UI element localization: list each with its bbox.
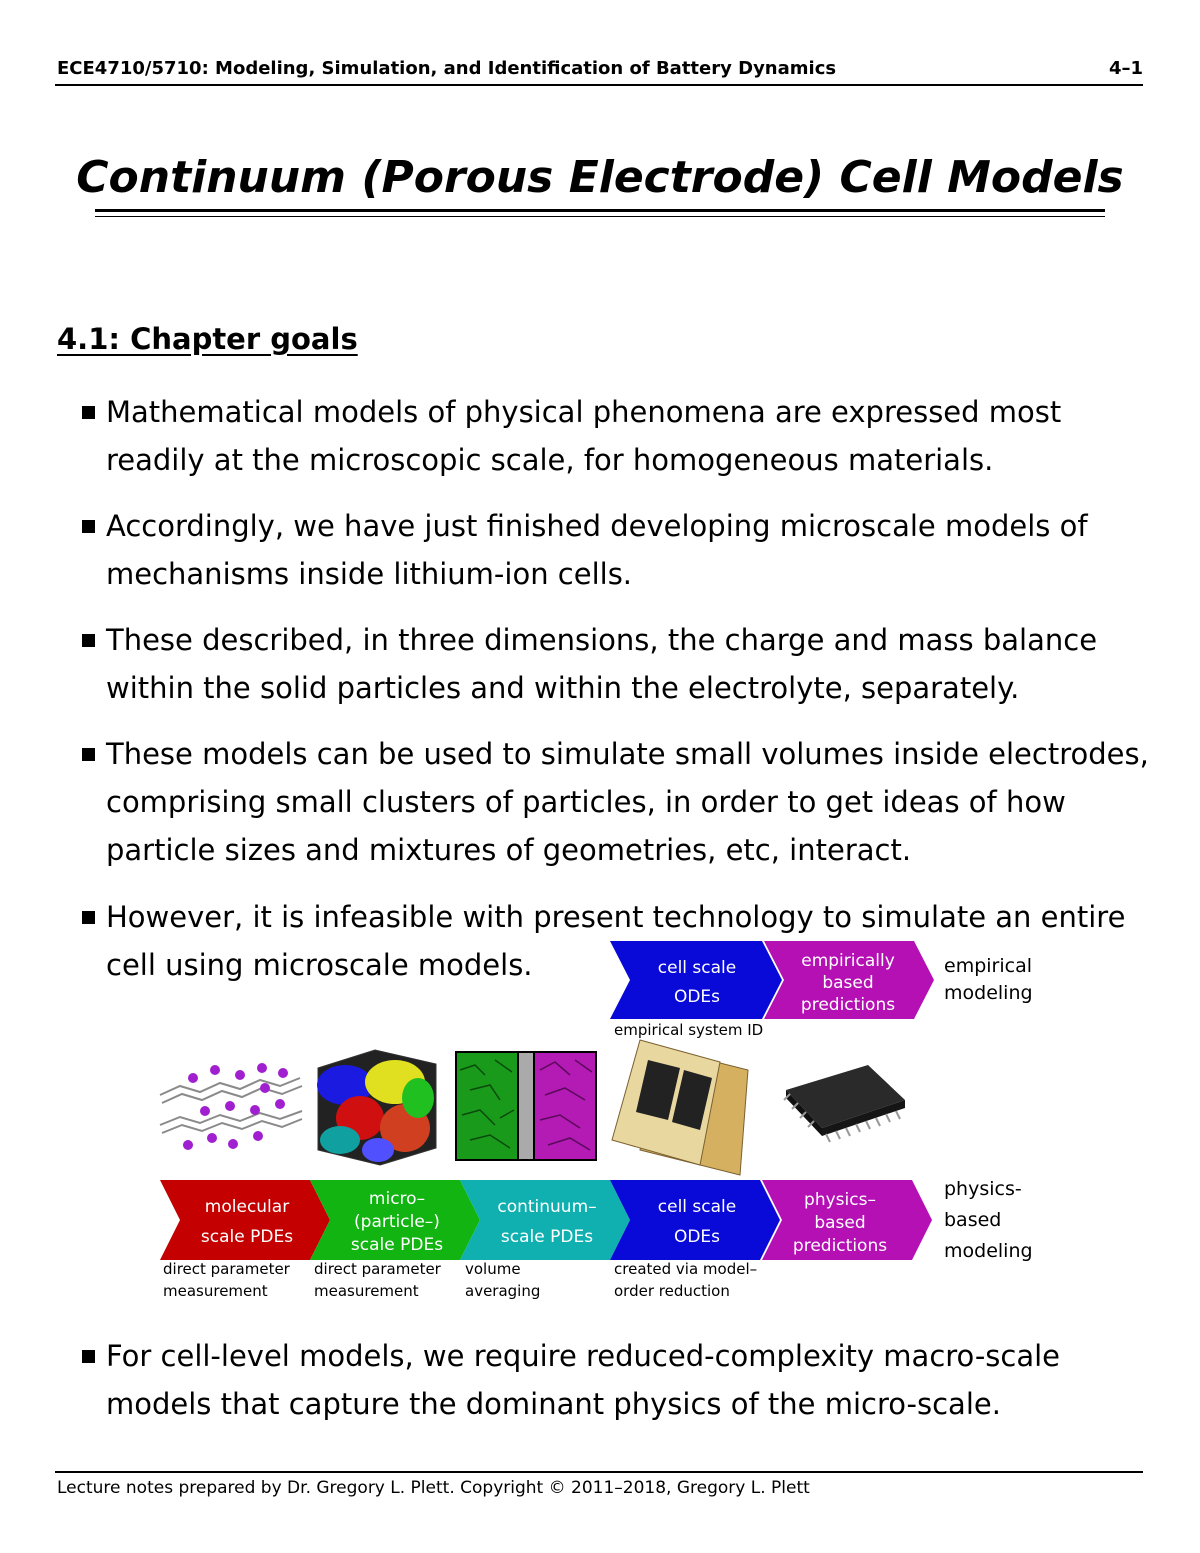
chevron-note: volume xyxy=(465,1260,521,1278)
bullet-text-line: cell using microscale models. xyxy=(106,948,533,982)
empirical-system-id-note: empirical system ID xyxy=(614,1021,764,1039)
chevron-shape xyxy=(610,941,782,1019)
chevron-note: direct parameter xyxy=(314,1260,441,1278)
chevron-label: cell scale xyxy=(657,958,737,978)
chevron-label: predictions xyxy=(792,1236,888,1256)
chevron-label: molecular xyxy=(204,1197,290,1217)
chevron-shape xyxy=(160,1180,330,1260)
chevron-note: averaging xyxy=(465,1282,541,1300)
chevron-label: (particle–) xyxy=(354,1212,440,1232)
chevron-label: predictions xyxy=(800,995,896,1015)
chevron-label: scale PDEs xyxy=(350,1235,444,1255)
page-number: 4–1 xyxy=(1108,58,1143,79)
electrode-cross-section-image xyxy=(456,1052,596,1160)
bullet-text: Mathematical models of physical phenomena are expressed most readily at the microscopic scale, for homogeneous materials. xyxy=(106,395,1062,477)
chevron-continuum-scale-pdes xyxy=(460,1180,630,1260)
chevron-note: measurement xyxy=(163,1282,268,1300)
bullet-text: These models can be used to simulate small volumes inside electrodes, comprising small clusters of particles, in order to get ideas of how particle sizes and mixtures of geometries, etc, interact. xyxy=(106,737,1149,867)
course-title: ECE4710/5710: Modeling, Simulation, and Identification of Battery Dynamics xyxy=(57,58,837,79)
chevron-label: scale PDEs xyxy=(200,1227,294,1247)
chevron-shape xyxy=(610,1180,780,1260)
chevron-cell-scale-odes xyxy=(610,1180,780,1260)
physics-modeling-label: physics- xyxy=(944,1178,1022,1200)
bullet-text: These described, in three dimensions, the charge and mass balance within the solid particles and within the electrolyte, separately. xyxy=(106,623,1098,705)
chevron-label: ODEs xyxy=(673,1227,721,1247)
empirical-modeling-label: empirical xyxy=(944,955,1032,977)
chevron-micro-scale-pdes xyxy=(310,1180,480,1260)
bullet-text-line: However, it is infeasible with present technology to simulate an entire xyxy=(106,900,1126,934)
chevron-label: scale PDEs xyxy=(500,1227,594,1247)
chevron-label: based xyxy=(822,973,874,993)
chevron-shape xyxy=(460,1180,630,1260)
ic-chip-image xyxy=(784,1065,905,1142)
chevron-molecular-scale-pdes xyxy=(160,1180,330,1260)
chevron-note: created via model– xyxy=(614,1260,758,1278)
molecular-structure-image xyxy=(160,1063,302,1150)
footer-rule xyxy=(55,1471,1143,1473)
chevron-note: measurement xyxy=(314,1282,419,1300)
bullet-text: Accordingly, we have just finished developing microscale models of mechanisms inside lithium-ion cells. xyxy=(106,509,1088,591)
particle-cube-image xyxy=(317,1050,436,1165)
chevron-label: micro– xyxy=(368,1189,426,1209)
top-chevron-cell-scale-odes xyxy=(610,941,782,1019)
chevron-label: based xyxy=(814,1213,866,1233)
empirical-modeling-label: modeling xyxy=(944,982,1033,1004)
physics-modeling-label: modeling xyxy=(944,1240,1033,1262)
pouch-cell-image xyxy=(612,1040,748,1175)
section-heading: 4.1: Chapter goals xyxy=(57,322,358,356)
top-chevron-empirical-predictions xyxy=(764,941,934,1019)
chapter-title: Continuum (Porous Electrode) Cell Models xyxy=(76,152,1124,203)
chevron-label: ODEs xyxy=(673,987,721,1007)
chevron-label: cell scale xyxy=(657,1197,737,1217)
chevron-label: empirically xyxy=(801,951,895,971)
chevron-physics-based-predictions xyxy=(762,1180,932,1260)
chevron-label: continuum– xyxy=(497,1197,597,1217)
chevron-note: direct parameter xyxy=(163,1260,290,1278)
chevron-label: physics– xyxy=(804,1190,876,1210)
chevron-note: order reduction xyxy=(614,1282,730,1300)
footer-text: Lecture notes prepared by Dr. Gregory L. Plett. Copyright © 2011–2018, Gregory L. Plett xyxy=(57,1478,810,1498)
bullet-text: For cell-level models, we require reduced-complexity macro-scale models that capture the dominant physics of the micro-scale. xyxy=(106,1339,1061,1421)
physics-modeling-label: based xyxy=(944,1209,1002,1231)
